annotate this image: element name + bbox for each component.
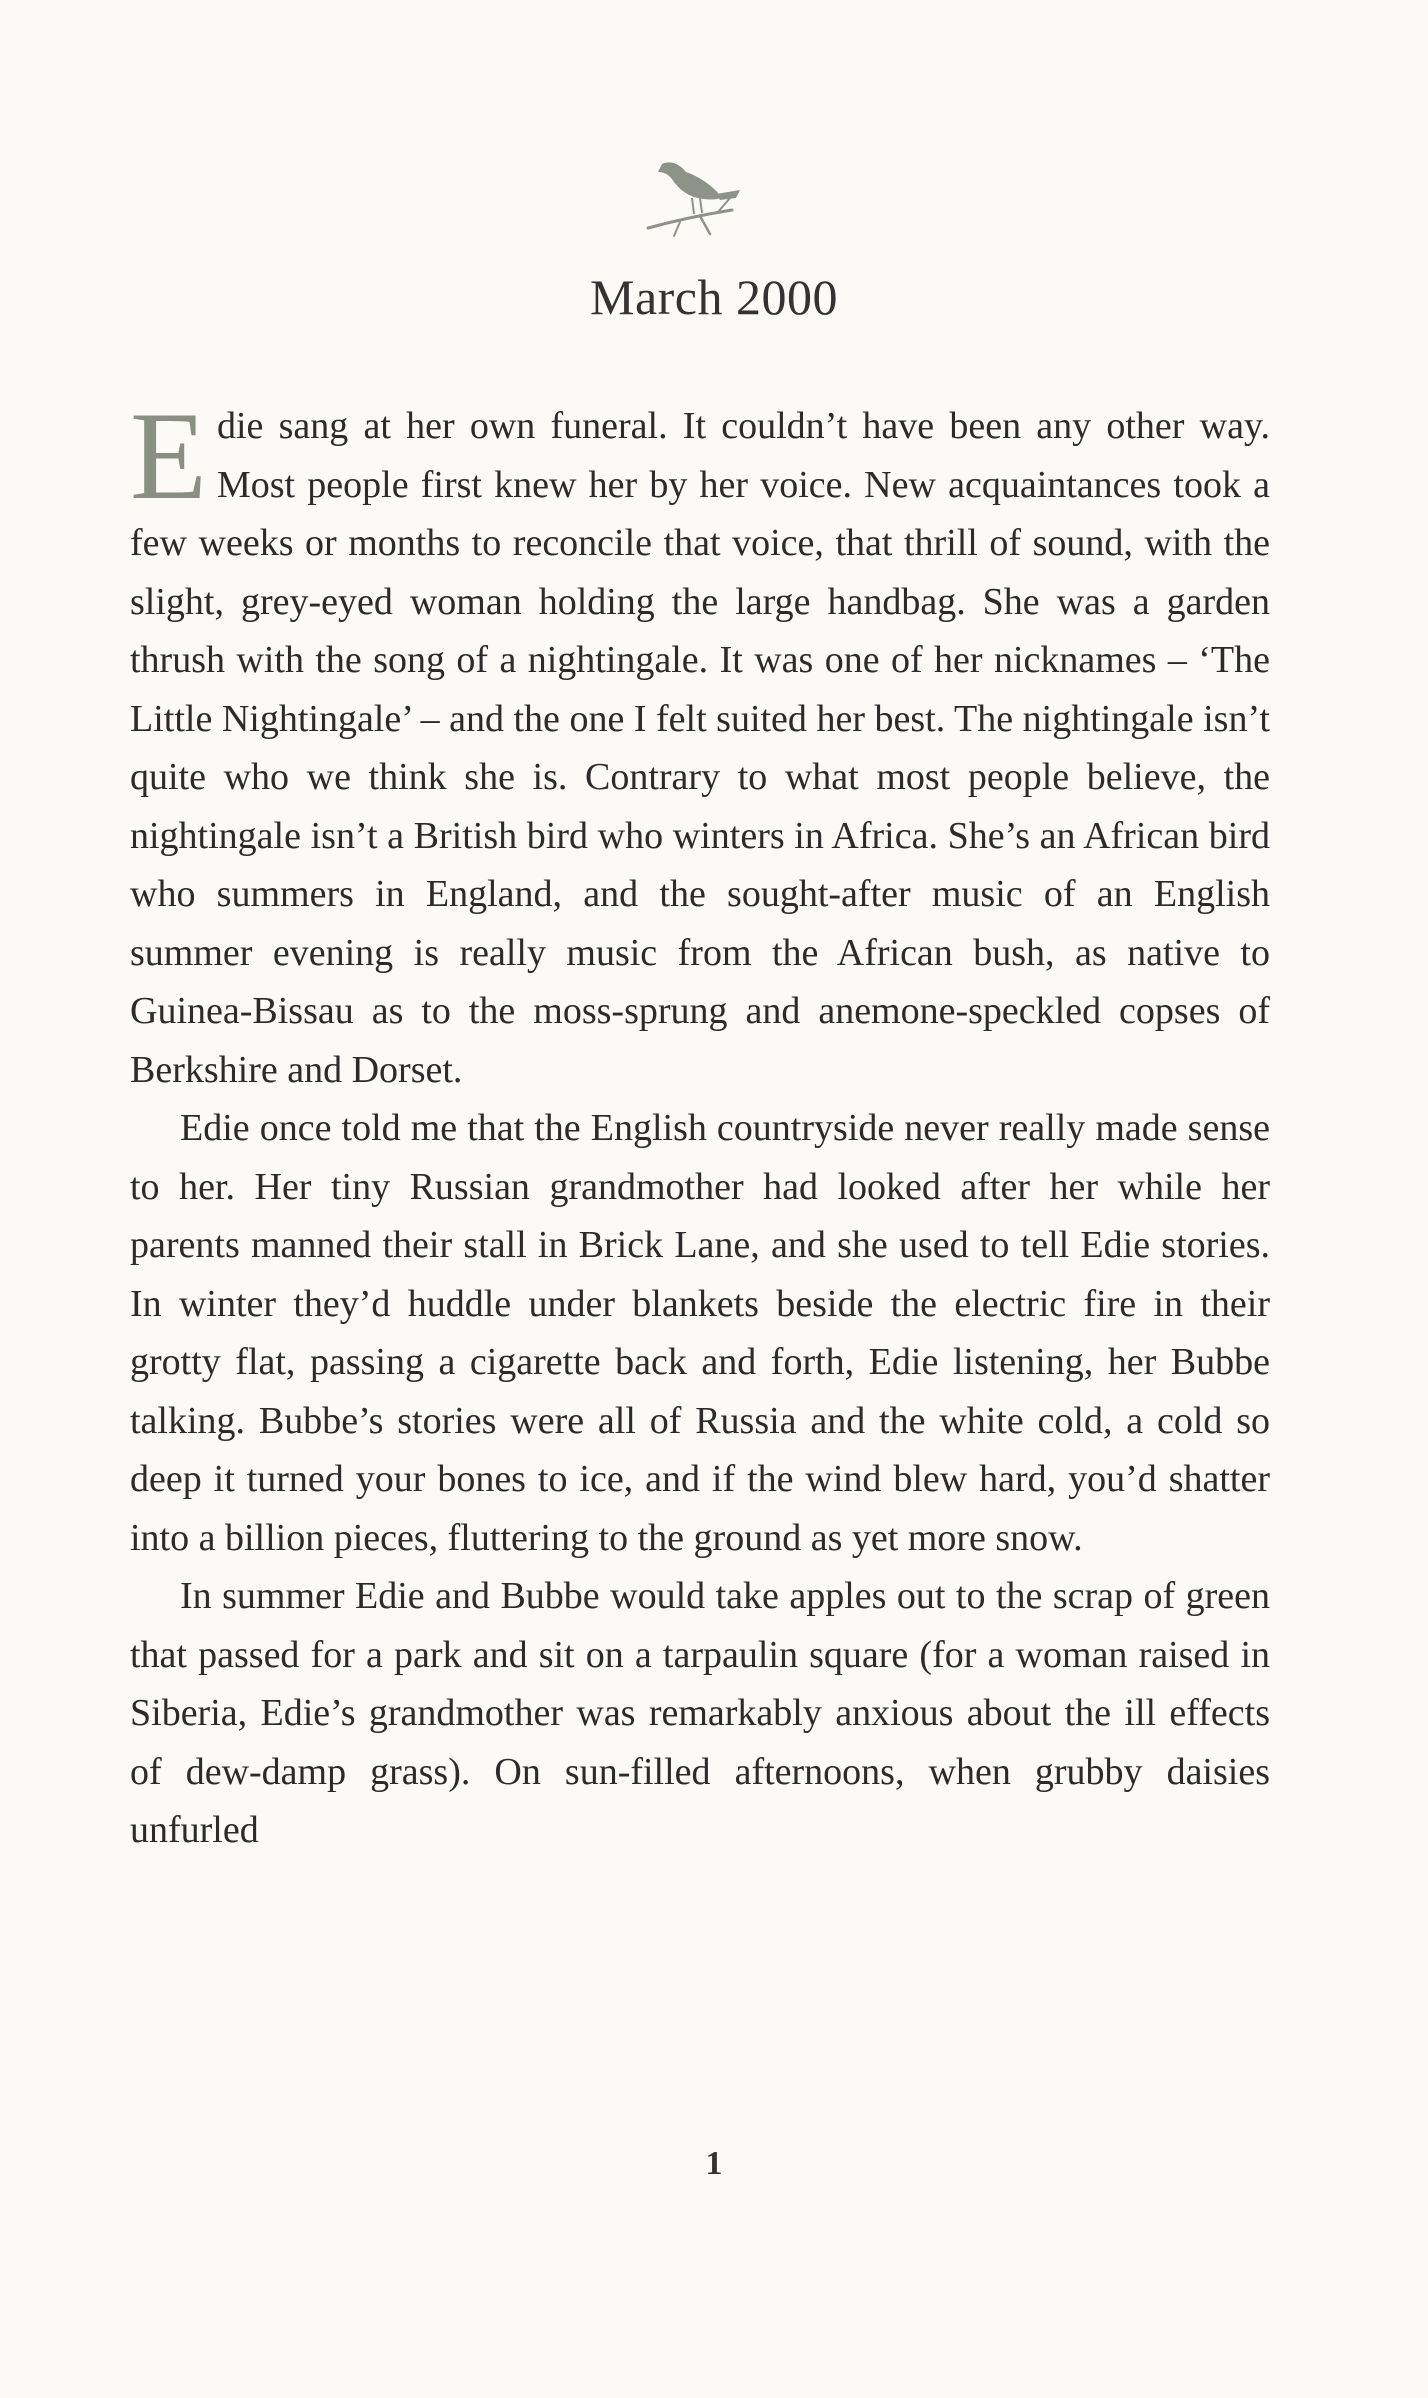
paragraph-1 [130,387,1270,1099]
body-text [130,387,1270,1860]
drop-cap: E [130,387,207,526]
paragraph-2: Edie once told me that the English countryside never really made sense to her. Her tiny Russian grandmother had looked after her while her parents manned their stall in Brick Lane, and she used to tell Edie stories. In winter they’d huddle under blankets beside the electric fire in their grotty flat, passing a cigarette back and forth, Edie listening, her Bubbe talking. Bubbe’s stories were all of Russia and the white cold, a cold so deep it turned your bones to ice, and if the wind blew hard, you’d shatter into a billion pieces, fluttering to the ground as yet more snow. [130,1107,1270,1559]
chapter-title: March 2000 [590,269,838,325]
paragraph-text: die sang at her own funeral. It couldn’t have been any other way. Most people first knew her by her voice. New acquaintances took a few weeks or months to reconcile that voice, that thrill of sound, with the slight, grey-eyed woman holding the large handbag. She was a garden thrush with the song of a nightingale. It was one of her nicknames – ‘The Little Nightingale’ – and the one I felt suited her best. The nightingale isn’t quite who we think she is. Contrary to what most people believe, the nightingale isn’t a British bird who winters in Africa. She’s an African bird who summers in England, and the sought-after music of an English summer evening is really music from the African bush, as native to Guinea-Bissau as to the moss-sprung and anemone-speckled copses of Berkshire and Dorset. [130,405,1270,1091]
bird-on-branch-icon [640,150,750,250]
paragraph-3: In summer Edie and Bubbe would take apples out to the scrap of green that passed for a park and sit on a tarpaulin square (for a woman raised in Siberia, Edie’s grandmother was remarkably anxious about the ill effects of dew-damp grass). On sun-filled afternoons, when grubby daisies unfurled [130,1575,1270,1851]
page-number: 1 [705,2145,723,2182]
